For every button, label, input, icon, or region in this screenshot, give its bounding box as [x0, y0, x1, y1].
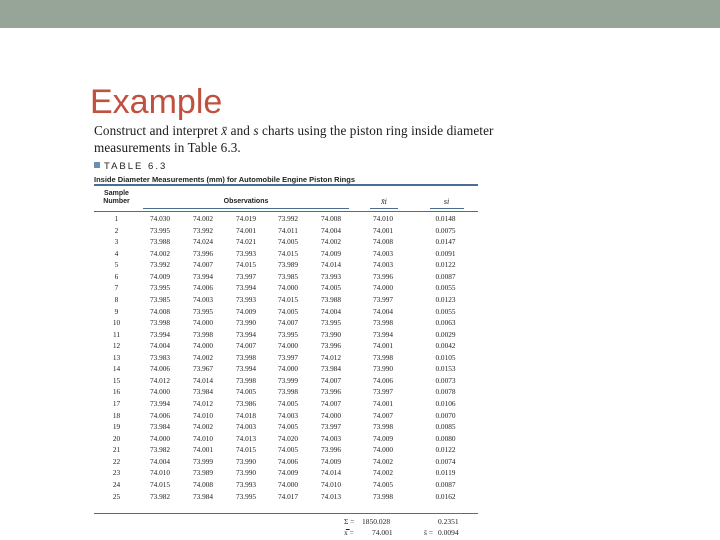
- xbar-cell: 74.001: [372, 225, 394, 235]
- observation-cell: 73.984: [149, 422, 171, 432]
- observation-cell: 74.000: [277, 479, 299, 489]
- table-row: [94, 271, 478, 283]
- observation-cell: 74.009: [149, 271, 171, 281]
- s-cell: 0.0087: [435, 271, 456, 281]
- table-label-text: TABLE 6.3: [104, 161, 168, 172]
- xbar-cell: 74.002: [372, 468, 394, 478]
- observation-cell: 73.993: [235, 479, 257, 489]
- intro-text-1: Construct and interpret: [94, 123, 222, 138]
- table-row: [94, 294, 478, 306]
- s-cell: 0.0080: [435, 433, 456, 443]
- observation-cell: 74.008: [320, 214, 342, 223]
- observation-cell: 74.002: [192, 422, 214, 432]
- observation-cell: 74.004: [320, 225, 342, 235]
- observation-cell: 74.000: [192, 318, 214, 328]
- observation-cell: 73.992: [149, 260, 171, 270]
- table-row: [94, 456, 478, 468]
- observation-cell: 74.015: [235, 260, 257, 270]
- sample-number-cell: 24: [112, 479, 121, 489]
- observation-cell: 73.988: [149, 237, 171, 247]
- observation-cell: 74.014: [320, 260, 342, 270]
- observation-cell: 73.998: [235, 352, 257, 362]
- observation-cell: 74.012: [320, 352, 342, 362]
- table-row: [94, 421, 478, 433]
- observation-cell: 74.015: [277, 294, 299, 304]
- observation-cell: 74.004: [149, 456, 171, 466]
- sample-number-cell: 18: [112, 410, 121, 420]
- s-cell: 0.0063: [435, 318, 456, 328]
- observation-cell: 73.985: [149, 294, 171, 304]
- observation-cell: 74.003: [277, 410, 299, 420]
- observation-cell: 73.994: [235, 364, 257, 374]
- table-row: [94, 433, 478, 445]
- observation-cell: 74.015: [235, 445, 257, 455]
- observation-cell: 74.021: [235, 237, 257, 247]
- observation-cell: 74.002: [192, 352, 214, 362]
- observation-cell: 74.004: [320, 306, 342, 316]
- observation-cell: 74.001: [192, 445, 214, 455]
- observation-cell: 73.998: [277, 387, 299, 397]
- observation-cell: 73.990: [235, 456, 257, 466]
- table-row: [94, 282, 478, 294]
- xbar-cell: 73.998: [372, 318, 394, 328]
- sample-number-cell: 20: [112, 433, 121, 443]
- observation-cell: 74.000: [192, 341, 214, 351]
- observation-cell: 74.013: [235, 433, 257, 443]
- table-marker-icon: [94, 162, 100, 168]
- table-row: [94, 329, 478, 341]
- table-row: [94, 306, 478, 318]
- observation-cell: 74.010: [320, 479, 342, 489]
- observation-cell: 73.995: [320, 318, 342, 328]
- xbar-cell: 74.000: [372, 445, 394, 455]
- s-cell: 0.0106: [435, 399, 456, 408]
- xbar-cell: 74.010: [372, 214, 394, 223]
- observation-cell: 73.990: [235, 468, 257, 478]
- header-s: si: [443, 197, 450, 206]
- observation-cell: 74.010: [149, 468, 171, 478]
- observation-cell: 74.010: [192, 410, 214, 420]
- intro-s: s: [253, 123, 259, 138]
- observation-cell: 74.013: [320, 491, 342, 501]
- xbar-cell: 73.997: [372, 387, 394, 397]
- intro-xbar: x̄: [221, 123, 228, 138]
- slide-title: Example: [90, 83, 223, 121]
- s-cell: 0.0070: [435, 410, 456, 420]
- sample-number-cell: 11: [112, 329, 121, 339]
- xbar-cell: 73.998: [372, 422, 394, 432]
- grand-mean-value: 74.001: [372, 528, 393, 537]
- observation-cell: 73.986: [235, 399, 257, 408]
- observation-cell: 73.982: [149, 445, 171, 455]
- sample-number-cell: 23: [112, 468, 121, 478]
- table-row: [94, 398, 478, 410]
- observation-cell: 74.007: [320, 375, 342, 385]
- sample-number-cell: 8: [114, 294, 119, 304]
- observation-cell: 73.967: [192, 364, 214, 374]
- sample-number-cell: 7: [114, 283, 119, 293]
- observation-cell: 73.992: [192, 225, 214, 235]
- s-cell: 0.0123: [435, 294, 456, 304]
- observation-cell: 73.984: [192, 387, 214, 397]
- observation-cell: 73.994: [235, 329, 257, 339]
- sample-number-cell: 3: [114, 237, 119, 247]
- s-cell: 0.0147: [435, 237, 456, 247]
- observation-cell: 74.010: [192, 433, 214, 443]
- xbar-cell: 74.008: [372, 237, 394, 247]
- s-cell: 0.0073: [435, 375, 456, 385]
- observation-cell: 73.988: [320, 294, 342, 304]
- observation-cell: 74.003: [192, 294, 214, 304]
- observation-cell: 73.995: [235, 491, 257, 501]
- table-subtitle: Inside Diameter Measurements (mm) for Automobile Engine Piston Rings: [94, 175, 356, 184]
- observation-cell: 74.006: [192, 283, 214, 293]
- xbar-underline: [370, 208, 398, 209]
- observation-cell: 74.009: [277, 468, 299, 478]
- sample-number-cell: 13: [112, 352, 121, 362]
- xbar-cell: 73.998: [372, 352, 394, 362]
- observation-cell: 74.012: [192, 399, 214, 408]
- observation-cell: 74.007: [320, 399, 342, 408]
- observation-cell: 74.009: [320, 456, 342, 466]
- observation-cell: 74.003: [235, 422, 257, 432]
- sample-number-cell: 22: [112, 456, 121, 466]
- observation-cell: 74.009: [320, 248, 342, 258]
- xbar-cell: 73.998: [372, 491, 394, 501]
- table-row: [94, 248, 478, 260]
- observation-cell: 74.007: [235, 341, 257, 351]
- observation-cell: 73.992: [277, 214, 299, 223]
- observation-cell: 74.012: [149, 375, 171, 385]
- table-row: [94, 479, 478, 491]
- measurements-table: [94, 213, 478, 502]
- observation-cell: 73.993: [235, 294, 257, 304]
- observation-cell: 73.998: [149, 318, 171, 328]
- observation-cell: 73.989: [277, 260, 299, 270]
- observation-cell: 74.002: [192, 214, 214, 223]
- table-row: [94, 491, 478, 503]
- observation-cell: 74.005: [277, 399, 299, 408]
- observation-cell: 74.009: [235, 306, 257, 316]
- s-cell: 0.0153: [435, 364, 456, 374]
- s-cell: 0.0091: [435, 248, 456, 258]
- observation-cell: 73.996: [320, 341, 342, 351]
- observation-cell: 73.983: [149, 352, 171, 362]
- xbar-cell: 74.009: [372, 433, 394, 443]
- observation-cell: 73.984: [192, 491, 214, 501]
- intro-text-2: and: [227, 123, 254, 138]
- s-cell: 0.0055: [435, 283, 456, 293]
- s-cell: 0.0087: [435, 479, 456, 489]
- table-body: [94, 213, 478, 502]
- observation-cell: 74.000: [149, 387, 171, 397]
- sum-s: 0.2351: [438, 517, 459, 526]
- observation-cell: 74.000: [277, 341, 299, 351]
- observation-cell: 73.994: [192, 271, 214, 281]
- sample-number-cell: 2: [114, 225, 119, 235]
- observation-cell: 74.000: [149, 433, 171, 443]
- observation-cell: 74.008: [192, 479, 214, 489]
- sum-xbar: 1850.028: [362, 517, 391, 526]
- table-row: [94, 213, 478, 225]
- observation-cell: 74.005: [320, 283, 342, 293]
- table-row: [94, 236, 478, 248]
- observation-cell: 73.996: [320, 445, 342, 455]
- s-cell: 0.0119: [435, 468, 456, 478]
- sample-number-cell: 21: [112, 445, 121, 455]
- observation-cell: 74.000: [320, 410, 342, 420]
- sample-number-cell: 5: [114, 260, 119, 270]
- observation-cell: 74.006: [277, 456, 299, 466]
- observation-cell: 73.993: [320, 271, 342, 281]
- observation-cell: 74.008: [149, 306, 171, 316]
- s-cell: 0.0105: [435, 352, 456, 362]
- observation-cell: 74.007: [277, 318, 299, 328]
- s-cell: 0.0042: [435, 341, 456, 351]
- observations-underline: [143, 208, 349, 209]
- header-observations: Observations: [223, 198, 269, 205]
- observation-cell: 74.002: [149, 248, 171, 258]
- s-cell: 0.0029: [435, 329, 456, 339]
- table-row: [94, 340, 478, 352]
- table-row: [94, 317, 478, 329]
- table-row: [94, 259, 478, 271]
- sample-number-cell: 14: [112, 364, 121, 374]
- observation-cell: 74.003: [320, 433, 342, 443]
- observation-cell: 73.995: [277, 329, 299, 339]
- table-label: [94, 161, 167, 172]
- observation-cell: 73.989: [192, 468, 214, 478]
- observation-cell: 74.001: [235, 225, 257, 235]
- s-cell: 0.0122: [435, 445, 456, 455]
- observation-cell: 73.985: [277, 271, 299, 281]
- s-cell: 0.0074: [435, 456, 456, 466]
- observation-cell: 73.994: [149, 329, 171, 339]
- observation-cell: 74.014: [192, 375, 214, 385]
- table-row: [94, 467, 478, 479]
- observation-cell: 74.005: [277, 445, 299, 455]
- observation-cell: 73.993: [235, 248, 257, 258]
- observation-cell: 74.018: [235, 410, 257, 420]
- observation-cell: 73.995: [149, 225, 171, 235]
- observation-cell: 73.999: [192, 456, 214, 466]
- observation-cell: 74.019: [235, 214, 257, 223]
- s-cell: 0.0162: [435, 491, 456, 501]
- table-row: [94, 444, 478, 456]
- xbar-cell: 73.990: [372, 364, 394, 374]
- xbar-cell: 74.005: [372, 479, 394, 489]
- observation-cell: 74.030: [149, 214, 171, 223]
- observation-cell: 73.996: [192, 248, 214, 258]
- header-sample-number: Sample Number: [103, 190, 130, 205]
- sample-number-cell: 15: [112, 375, 121, 385]
- sbar-value: 0.0094: [438, 528, 459, 537]
- sample-number-cell: 12: [112, 341, 121, 351]
- observation-cell: 73.997: [277, 352, 299, 362]
- sample-number-cell: 25: [112, 491, 121, 501]
- sbar-label: s̄ =: [424, 528, 434, 537]
- observation-cell: 73.994: [149, 399, 171, 408]
- observation-cell: 73.990: [320, 329, 342, 339]
- xbar-cell: 74.001: [372, 399, 394, 408]
- observation-cell: 74.006: [149, 364, 171, 374]
- xbar-cell: 74.000: [372, 283, 394, 293]
- observation-cell: 73.996: [320, 387, 342, 397]
- observation-cell: 73.995: [149, 283, 171, 293]
- observation-cell: 73.982: [149, 491, 171, 501]
- header-bottom-rule: [94, 211, 478, 212]
- grand-mean-label: x̿ =: [344, 528, 354, 537]
- sum-label: Σ =: [344, 517, 355, 526]
- observation-cell: 74.015: [149, 479, 171, 489]
- observation-cell: 73.984: [320, 364, 342, 374]
- xbar-cell: 73.997: [372, 294, 394, 304]
- observation-cell: 73.995: [192, 306, 214, 316]
- s-cell: 0.0078: [435, 387, 456, 397]
- observation-cell: 73.990: [235, 318, 257, 328]
- problem-statement: [94, 122, 494, 156]
- observation-cell: 73.998: [235, 375, 257, 385]
- xbar-cell: 73.996: [372, 271, 394, 281]
- table-row: [94, 410, 478, 422]
- observation-cell: 74.004: [149, 341, 171, 351]
- table-row: [94, 363, 478, 375]
- sample-number-cell: 16: [112, 387, 121, 397]
- observation-cell: 73.997: [320, 422, 342, 432]
- observation-cell: 74.014: [320, 468, 342, 478]
- s-cell: 0.0055: [435, 306, 456, 316]
- observation-cell: 74.000: [277, 283, 299, 293]
- observation-cell: 74.002: [320, 237, 342, 247]
- xbar-cell: 74.003: [372, 260, 394, 270]
- observation-cell: 74.005: [277, 237, 299, 247]
- sample-number-cell: 10: [112, 318, 121, 328]
- xbar-cell: 74.002: [372, 456, 394, 466]
- sample-number-cell: 19: [112, 422, 121, 432]
- s-cell: 0.0122: [435, 260, 456, 270]
- table-row: [94, 386, 478, 398]
- sample-number-cell: 4: [114, 248, 119, 258]
- sample-number-cell: 6: [114, 271, 119, 281]
- observation-cell: 73.998: [192, 329, 214, 339]
- observation-cell: 74.020: [277, 433, 299, 443]
- s-cell: 0.0075: [435, 225, 456, 235]
- observation-cell: 74.015: [277, 248, 299, 258]
- s-cell: 0.0085: [435, 422, 456, 432]
- observation-cell: 74.000: [277, 364, 299, 374]
- xbar-cell: 74.006: [372, 375, 394, 385]
- xbar-cell: 74.001: [372, 341, 394, 351]
- observation-cell: 73.994: [235, 283, 257, 293]
- observation-cell: 74.011: [278, 225, 298, 235]
- table-bottom-rule: [94, 513, 478, 514]
- xbar-cell: 74.003: [372, 248, 394, 258]
- sample-number-cell: 9: [114, 306, 119, 316]
- observation-cell: 74.005: [235, 387, 257, 397]
- intro-text-3: charts using the piston ring inside diameter measurements in Table 6.3.: [94, 123, 494, 155]
- sample-number-cell: 1: [114, 214, 119, 223]
- observation-cell: 74.017: [277, 491, 299, 501]
- observation-cell: 74.005: [277, 422, 299, 432]
- xbar-cell: 74.004: [372, 306, 394, 316]
- s-underline: [430, 208, 464, 209]
- table-row: [94, 352, 478, 364]
- observation-cell: 74.006: [149, 410, 171, 420]
- xbar-cell: 74.007: [372, 410, 394, 420]
- s-cell: 0.0148: [435, 214, 456, 223]
- sample-number-cell: 17: [112, 399, 121, 408]
- table-row: [94, 375, 478, 387]
- observation-cell: 74.005: [277, 306, 299, 316]
- observation-cell: 74.007: [192, 260, 214, 270]
- observation-cell: 73.997: [235, 271, 257, 281]
- top-banner: [0, 0, 720, 28]
- table-row: [94, 225, 478, 237]
- observation-cell: 73.999: [277, 375, 299, 385]
- xbar-cell: 73.994: [372, 329, 394, 339]
- header-xbar: x̄i: [381, 197, 387, 206]
- observation-cell: 74.024: [192, 237, 214, 247]
- table-top-rule: [94, 184, 478, 186]
